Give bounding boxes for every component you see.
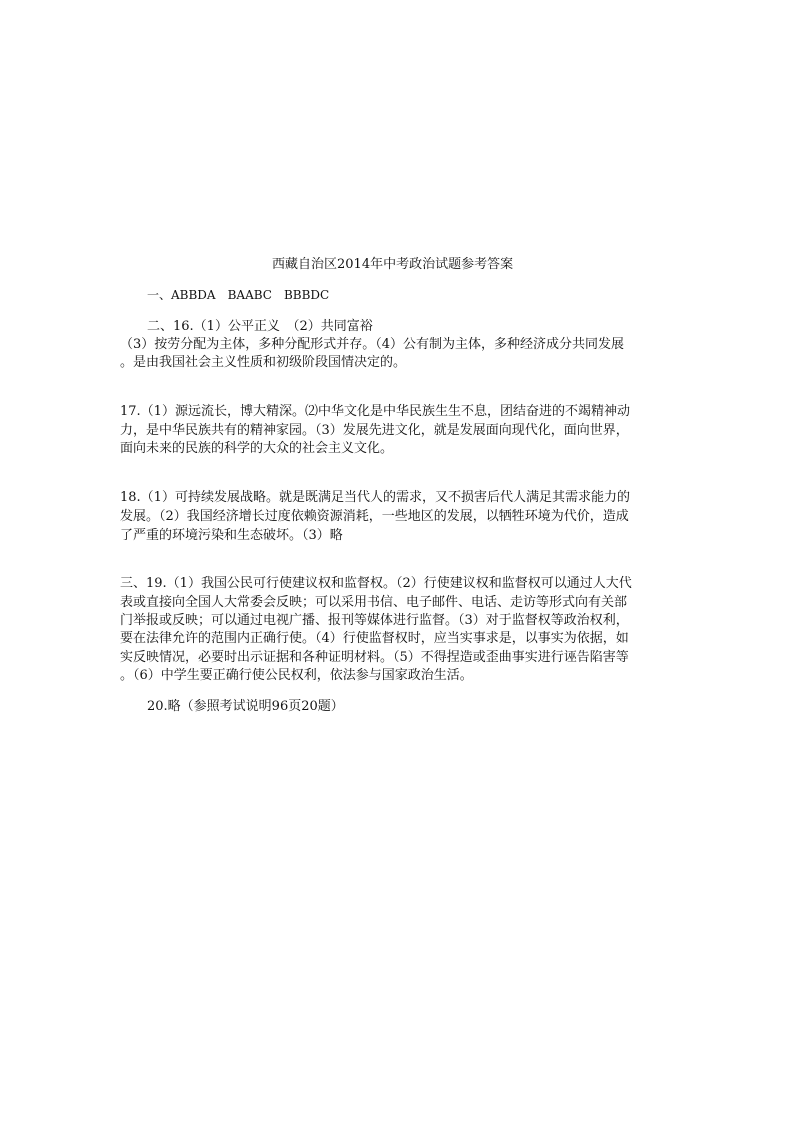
q19-answer-line-4: 要在法律允许的范围内正确行使。（4）行使监督权时，应当实事求是，以事实为依据，如 — [120, 631, 629, 646]
q17-answer-line-2: 力，是中华民族共有的精神家园。（3）发展先进文化，就是发展面向现代化，面向世界， — [120, 423, 629, 438]
q19-answer-line-6: 。（6）中学生要正确行使公民权利，依法参与国家政治生活。 — [120, 668, 473, 683]
q16-answer-line-3: 。是由我国社会主义性质和初级阶段国情决定的。 — [120, 355, 407, 370]
q19-answer-line-2: 表或直接向全国人大常委会反映；可以采用书信、电子邮件、电话、走访等形式向有关部 — [120, 595, 628, 610]
q19-answer-line-3: 门举报或反映；可以通过电视广播、报刊等媒体进行监督。（3）对于监督权等政治权利， — [120, 613, 629, 628]
multiple-choice-answers: 一、ABBDA BAABC BBBDC — [147, 288, 330, 302]
q16-answer-line-1: 二、16.（1）公平正义 （2）共同富裕 — [147, 319, 373, 334]
q16-answer-line-2: （3）按劳分配为主体，多种分配形式并存。（4）公有制为主体，多种经济成分共同发展 — [120, 337, 625, 352]
q18-answer-line-3: 了严重的环境污染和生态破坏。（3）略 — [120, 528, 343, 543]
q17-answer-line-3: 面向未来的民族的科学的大众的社会主义文化。 — [120, 441, 394, 456]
q18-answer-line-1: 18.（1）可持续发展战略。就是既满足当代人的需求，又不损害后代人满足其需求能力的 — [120, 490, 630, 505]
document-title: 西藏自治区2014年中考政治试题参考答案 — [272, 257, 514, 272]
q18-answer-line-2: 发展。（2）我国经济增长过度依赖资源消耗，一些地区的发展，以牺牲环境为代价，造成 — [120, 509, 629, 524]
q19-answer-line-5: 实反映情况，必要时出示证据和各种证明材料。（5）不得捏造或歪曲事实进行诬告陷害等 — [120, 650, 629, 665]
q20-answer: 20.略（参照考试说明96页20题） — [147, 699, 344, 714]
q17-answer-line-1: 17.（1）源远流长，博大精深。⑵中华文化是中华民族生生不息，团结奋进的不竭精神动 — [120, 404, 630, 419]
q19-answer-line-1: 三、19.（1）我国公民可行使建议权和监督权。（2）行使建议权和监督权可以通过人大代 — [120, 576, 632, 591]
